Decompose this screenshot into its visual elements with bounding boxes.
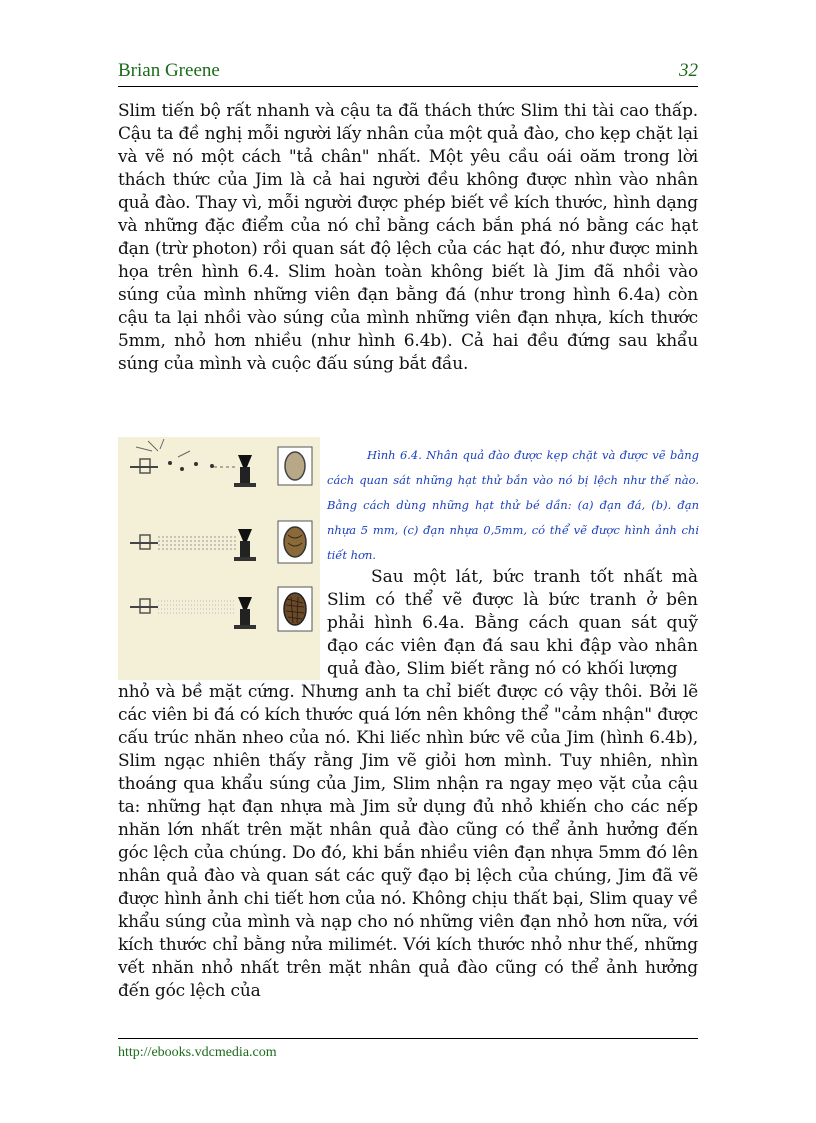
figure-row-a <box>130 439 312 487</box>
body-paragraph-2-rest: nhỏ và bề mặt cứng. Nhưng anh ta chỉ biết được có vậy thôi. Bởi lẽ các viên bi đá có kích thước quá lớn nên không thể "cảm nhận" được cấu trúc nhăn nheo của nó. Khi liếc nhìn bức vẽ của Jim (hình 6.4b), Slim ngạc nhiên thấy rằng Jim vẽ giỏi hơn mình. Tuy nhiên, nhìn thoáng qua khẩu súng của Jim, Slim nhận ra ngay mẹo vặt của cậu ta: những hạt đạn nhựa mà Jim sử dụng đủ nhỏ khiến cho các nếp nhăn lớn nhất trên mặt nhân quả đào cũng có thể ảnh hưởng đến góc lệch của chúng. Do đó, khi bắn nhiều viên đạn nhựa 5mm đó lên nhân quả đào và quan sát các quỹ đạo bị lệch của chúng, Jim đã vẽ được hình ảnh chi tiết hơn của nó. Không chịu thất bại, Slim quay về khẩu súng của mình và nạp cho nó những viên đạn nhỏ hơn nữa, với kích thước chỉ bằng nửa milimét. Với kích thước nhỏ như thế, những vết nhăn nhỏ nhất trên mặt nhân quả đào cũng có thể ảnh hưởng đến góc lệch của <box>118 682 698 1001</box>
header-author: Brian Greene <box>118 60 220 81</box>
page-number: 32 <box>679 60 698 81</box>
body-paragraph-1: Slim tiến bộ rất nhanh và cậu ta đã thách thức Slim thi tài cao thấp. Cậu ta đề nghị mỗi người lấy nhân của một quả đào, cho kẹp chặt lại và vẽ nó một cách "tả chân" nhất. Một yêu cầu oái oăm trong lời thách thức của Jim là cả hai người đều không được nhìn vào nhân quả đào. Thay vì, mỗi người được phép biết về kích thước, hình dạng và những đặc điểm của nó chỉ bằng cách bắn phá nó bằng các hạt đạn (trừ photon) rồi quan sát độ lệch của các hạt đó, như được minh họa trên hình 6.4. Slim hoàn toàn không biết là Jim đã nhồi vào súng của mình những viên đạn bằng đá (như trong hình 6.4a) còn cậu ta lại nhồi vào súng của mình những viên đạn nhựa, kích thước 5mm, nhỏ hơn nhiều (như hình 6.4b). Cả hai đều đứng sau khẩu súng của mình và cuộc đấu súng bắt đầu. <box>118 101 698 374</box>
figure-caption: Hình 6.4. Nhân quả đào được kẹp chặt và được vẽ bằng cách quan sát những hạt thử bắn vào nó bị lệch như thế nào. Bằng cách dùng những hạt thử bé dần: (a) đạn đá, (b). đạn nhựa 5 mm, (c) đạn nhựa 0,5mm, có thể vẽ được hình ảnh chi tiết hơn. <box>327 448 699 562</box>
figure-row-b <box>130 521 312 563</box>
footer-url-link[interactable]: http://ebooks.vdcmedia.com <box>118 1045 277 1060</box>
figure-row-c <box>130 587 312 631</box>
body-paragraph-2-start: Sau một lát, bức tranh tốt nhất mà Slim có thể vẽ được là bức tranh ở bên phải hình 6.4a. Bằng cách quan sát quỹ đạo các viên đạn đá sau khi đập vào nhân quả đào, Slim biết rằng nó có khối lượng <box>327 567 698 679</box>
footer-divider <box>118 1038 698 1039</box>
running-header <box>118 60 698 87</box>
figure-6-4-illustration <box>118 437 320 680</box>
